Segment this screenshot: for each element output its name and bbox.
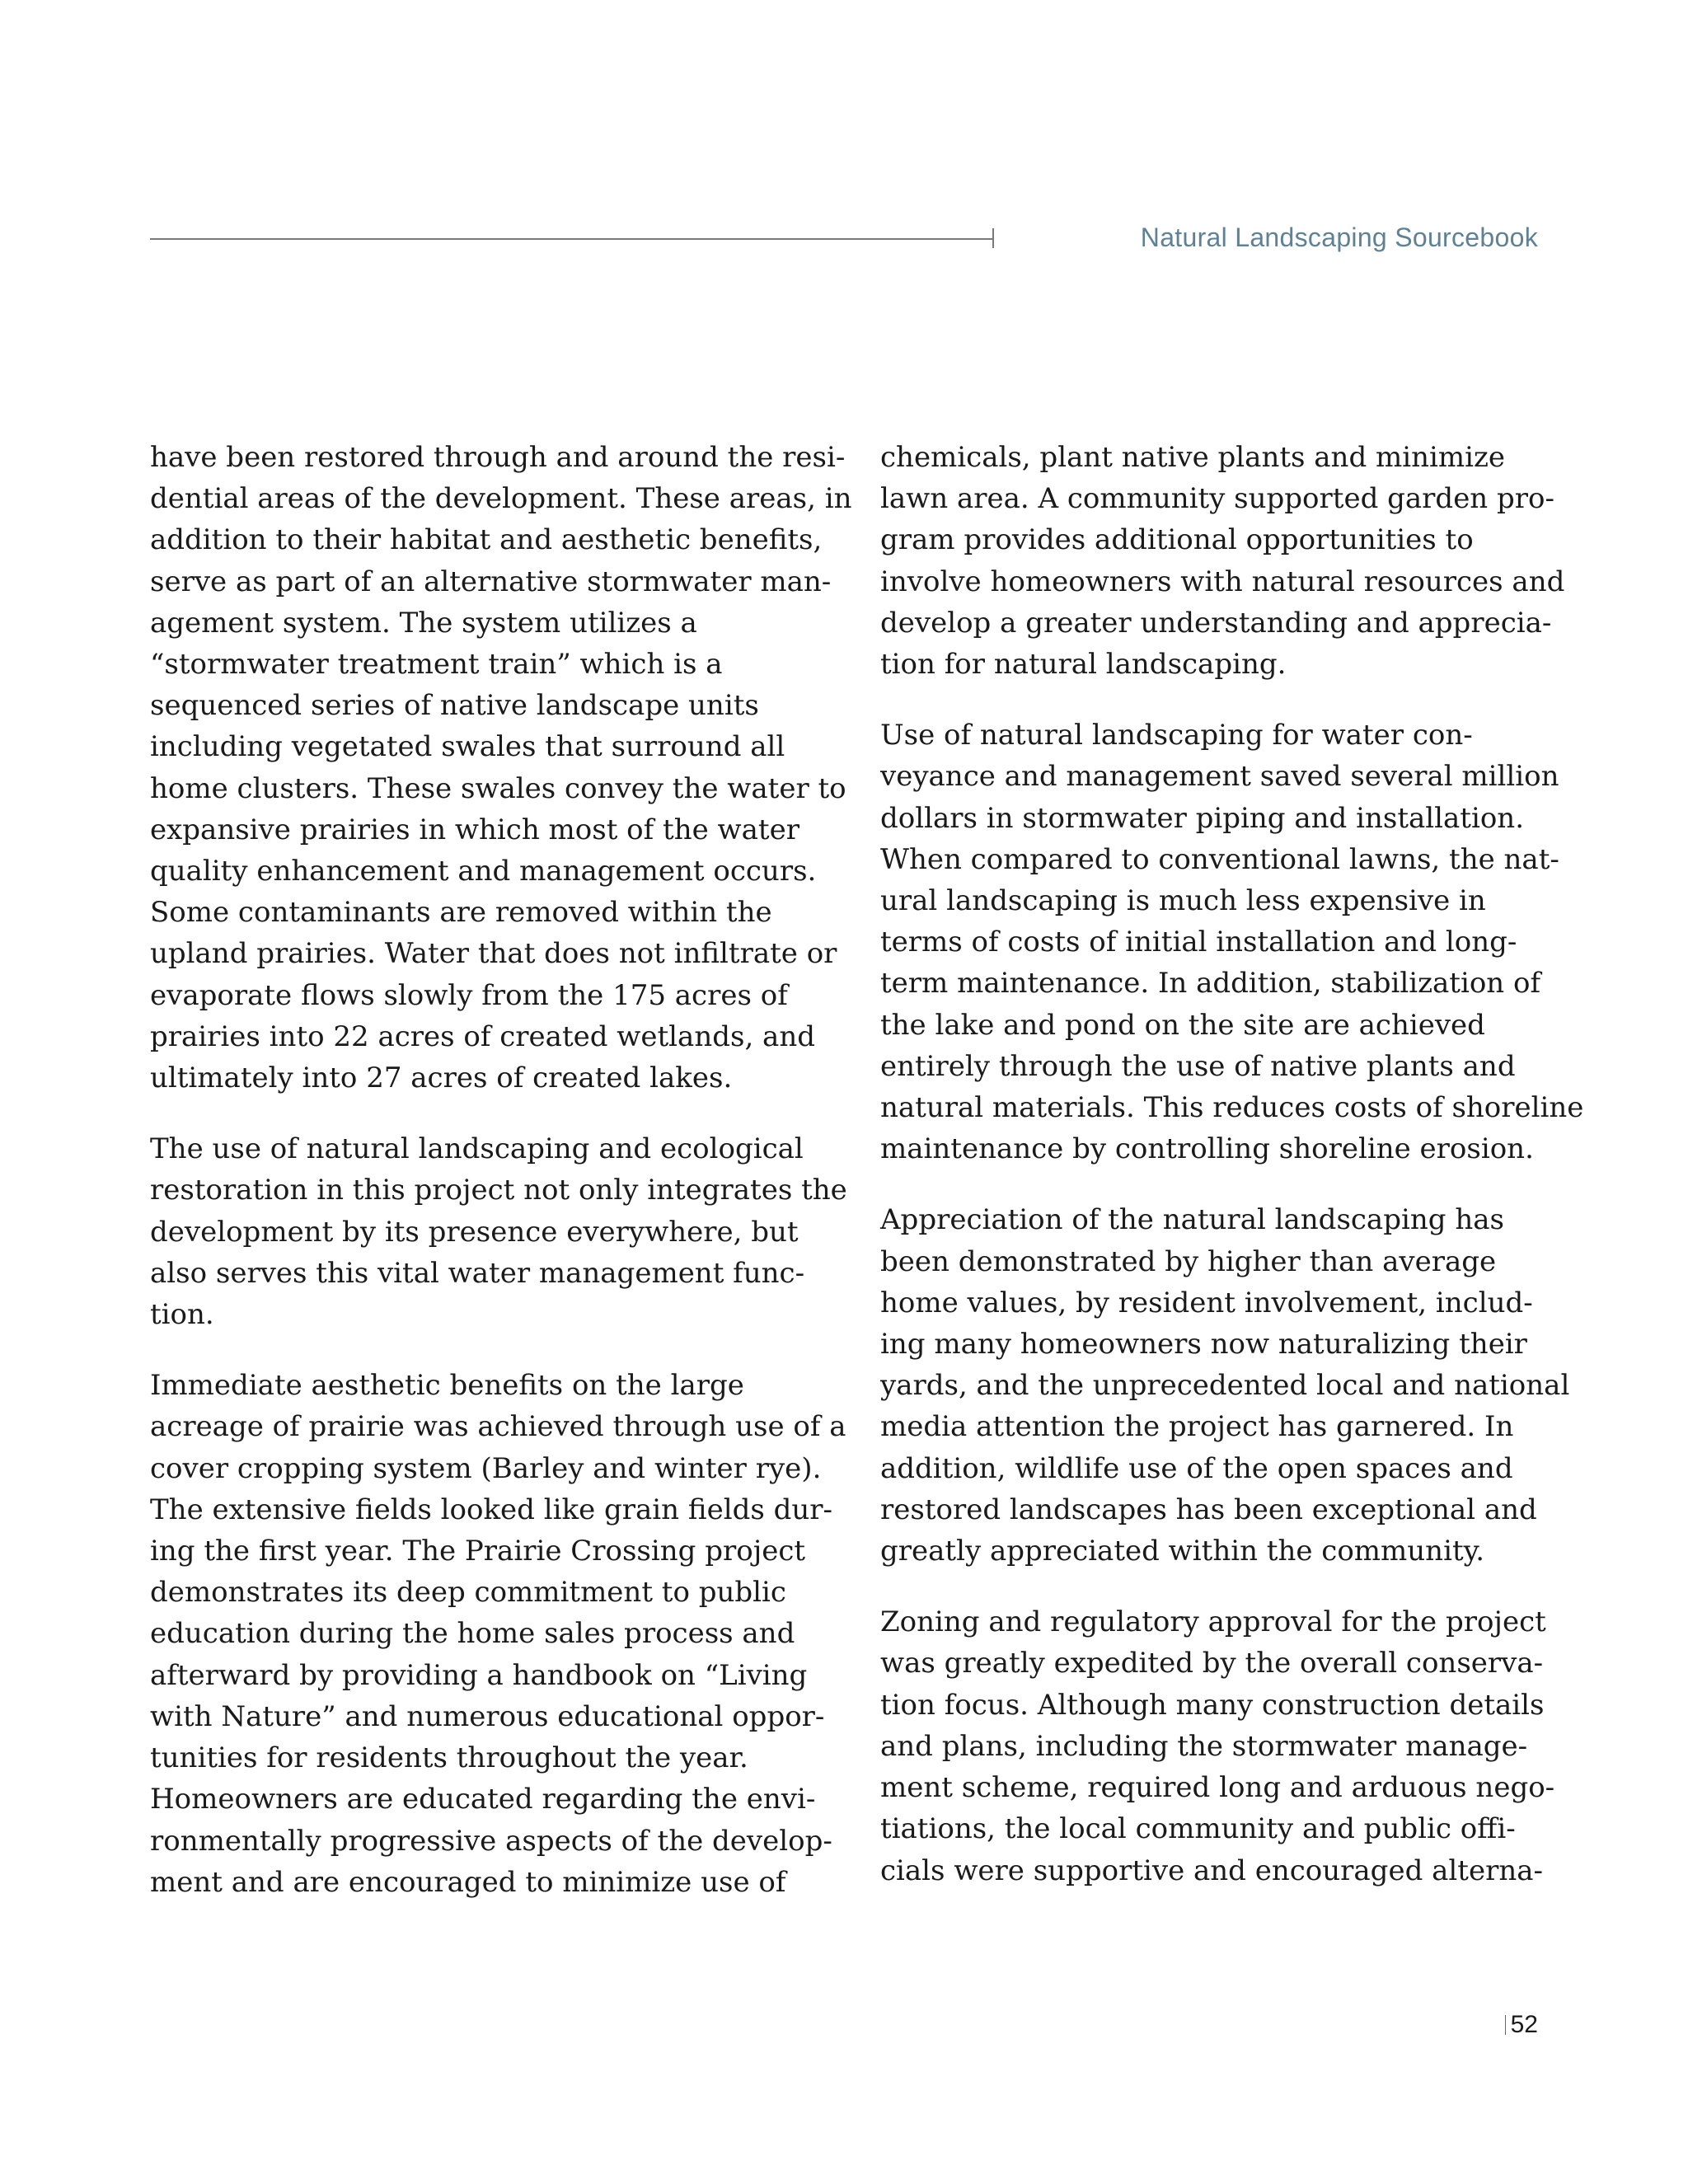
paragraph [150,1365,846,1903]
text-line: Appreciation of the natural landscaping has [880,1203,1504,1237]
text-line: gram provides additional opportunities to [880,523,1474,557]
paragraph [150,1128,847,1335]
text-line: lawn area. A community supported garden pro- [880,482,1554,516]
text-line: “stormwater treatment train” which is a [150,648,723,682]
text-line: home clusters. These swales convey the water to [150,771,846,805]
running-header-title: Natural Landscaping Sourcebook [1140,223,1538,252]
paragraph [880,1601,1556,1891]
text-line: yards, and the unprecedented local and national [880,1369,1570,1403]
text-line: development by its presence everywhere, but [150,1215,799,1249]
text-line: ing the first year. The Prairie Crossing project [150,1535,806,1568]
text-line: the lake and pond on the site are achieved [880,1008,1485,1042]
text-line: tiations, the local community and public offi- [880,1812,1516,1846]
text-line: ultimately into 27 acres of created lakes. [150,1062,733,1095]
text-line: quality enhancement and management occurs. [150,855,817,888]
text-line: prairies into 22 acres of created wetlands, and [150,1019,815,1053]
text-line: addition, wildlife use of the open spaces and [880,1451,1513,1485]
page-number-value: 52 [1510,2011,1538,2038]
text-line: Zoning and regulatory approval for the project [880,1605,1546,1639]
text-line: ing many homeowners now naturalizing their [880,1328,1527,1361]
text-line: agement system. The system utilizes a [150,606,697,640]
text-line: and plans, including the stormwater manage- [880,1729,1528,1763]
text-line: have been restored through and around the resi- [150,441,846,474]
text-line: natural materials. This reduces costs of shoreline [880,1091,1584,1125]
text-line: ment scheme, required long and arduous nego- [880,1771,1555,1805]
text-line: was greatly expedited by the overall conserva- [880,1647,1544,1680]
text-line: term maintenance. In addition, stabilization of [880,967,1541,1001]
text-line: The extensive fields looked like grain fields dur- [150,1493,832,1526]
text-line: Immediate aesthetic benefits on the large [150,1369,744,1403]
text-line: upland prairies. Water that does not infiltrate or [150,937,837,971]
text-line: terms of costs of initial installation and long- [880,926,1517,959]
text-line: When compared to conventional lawns, the nat- [880,842,1559,876]
text-line: Use of natural landscaping for water con- [880,719,1473,752]
text-line: including vegetated swales that surround all [150,730,785,764]
paragraph [150,437,852,1099]
text-line: Some contaminants are removed within the [150,896,772,930]
right-text-column [880,437,1584,1921]
text-line: ronmentally progressive aspects of the develop- [150,1824,832,1858]
text-line: evaporate flows slowly from the 175 acres of [150,978,788,1012]
text-line: chemicals, plant native plants and minimize [880,441,1506,474]
text-line: media attention the project has garnered. In [880,1410,1514,1444]
text-line: involve homeowners with natural resources and [880,565,1565,598]
text-line: The use of natural landscaping and ecological [150,1132,804,1166]
page-number-divider [1505,2015,1506,2035]
text-line: restoration in this project not only integrates the [150,1174,847,1207]
text-line: greatly appreciated within the community. [880,1535,1485,1568]
text-line: dential areas of the development. These areas, in [150,482,852,516]
text-line: tion for natural landscaping. [880,648,1287,682]
text-line: sequenced series of native landscape units [150,689,759,723]
text-line: home values, by resident involvement, includ- [880,1286,1533,1319]
text-line: dollars in stormwater piping and installation. [880,801,1525,835]
text-line: demonstrates its deep commitment to public [150,1576,786,1610]
paragraph [880,1199,1570,1572]
text-line: addition to their habitat and aesthetic benefits, [150,523,823,557]
text-line: cials were supportive and encouraged alterna- [880,1854,1543,1887]
text-line: ural landscaping is much less expensive in [880,884,1486,918]
text-line: Homeowners are educated regarding the envi- [150,1783,816,1816]
text-line: education during the home sales process and [150,1617,795,1651]
header-rule [150,238,994,240]
text-line: expansive prairies in which most of the water [150,813,799,846]
text-line: maintenance by controlling shoreline erosion. [880,1132,1534,1166]
text-line: veyance and management saved several million [880,760,1559,794]
page-number [1505,2011,1538,2039]
text-line: restored landscapes has been exceptional and [880,1493,1537,1526]
paragraph [880,715,1584,1169]
text-line: tion focus. Although many construction details [880,1688,1545,1722]
text-line: been demonstrated by higher than average [880,1244,1497,1278]
text-line: develop a greater understanding and apprecia- [880,606,1552,640]
text-line: with Nature” and numerous educational oppor- [150,1699,825,1733]
header-rule-end-tick [992,228,994,248]
text-line: ment and are encouraged to minimize use of [150,1865,786,1899]
text-line: serve as part of an alternative stormwater man- [150,565,832,598]
text-line: tunities for residents throughout the year. [150,1741,748,1775]
text-line: tion. [150,1298,214,1332]
text-line: acreage of prairie was achieved through use of a [150,1410,846,1444]
text-line: also serves this vital water management func- [150,1256,805,1290]
text-line: afterward by providing a handbook on “Living [150,1658,808,1692]
paragraph [880,437,1565,685]
left-text-column [150,437,852,1933]
text-line: cover cropping system (Barley and winter rye). [150,1451,822,1485]
text-line: entirely through the use of native plants and [880,1049,1516,1083]
